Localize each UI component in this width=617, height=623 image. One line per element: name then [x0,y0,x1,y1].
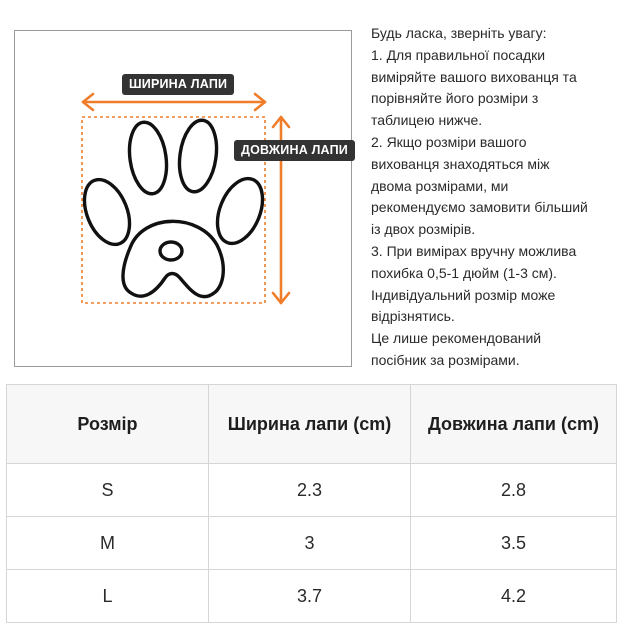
note-line: 1. Для правильної посадки [371,46,546,63]
measurement-notes [371,23,615,372]
header-paw-width: Ширина лапи (cm) [209,385,411,464]
note-line: 2. Якщо розміри вашого [371,133,527,150]
note-line: таблицею нижче. [371,112,483,129]
paw-toe-inner-left [125,120,171,196]
cell-width: 2.3 [209,464,411,517]
cell-width: 3 [209,517,411,570]
note-line: посібник за розмірами. [371,351,520,368]
length-label: ДОВЖИНА ЛАПИ [234,140,355,161]
width-arrow [83,94,265,110]
table-row [7,517,617,570]
width-label: ШИРИНА ЛАПИ [122,74,234,95]
note-line: двома розмірами, ми [371,177,509,194]
paw-toe-outer-left [76,173,139,251]
cell-size: S [7,464,209,517]
cell-size: M [7,517,209,570]
note-line: Індивідуальний розмір може [371,286,556,303]
note-line: порівняйте його розміри з [371,90,539,107]
paw-measure-diagram [14,30,352,367]
header-size: Розмір [7,385,209,464]
cell-length: 3.5 [411,517,617,570]
size-chart-table [6,384,617,623]
table-row [7,570,617,623]
cell-width: 3.7 [209,570,411,623]
note-line: рекомендуємо замовити більший [371,199,588,216]
cell-size: L [7,570,209,623]
note-line: із двох розмірів. [371,221,476,238]
note-line: Будь ласка, зверніть увагу: [371,25,547,41]
table-header-row [7,385,617,464]
paw-center-hole [160,242,182,260]
note-line: відрізнятись. [371,308,455,325]
table-row [7,464,617,517]
note-line: Це лише рекомендований [371,330,542,347]
note-line: похибка 0,5-1 дюйм (1-3 см). [371,264,557,281]
paw-toe-outer-right [209,172,272,250]
note-line: вихованця знаходяться між [371,155,550,172]
paw-toe-inner-right [175,118,221,194]
note-line: 3. При вимірах вручну можлива [371,242,577,259]
cell-length: 4.2 [411,570,617,623]
cell-length: 2.8 [411,464,617,517]
note-line: виміряйте вашого вихованця та [371,68,577,85]
header-paw-length: Довжина лапи (cm) [411,385,617,464]
